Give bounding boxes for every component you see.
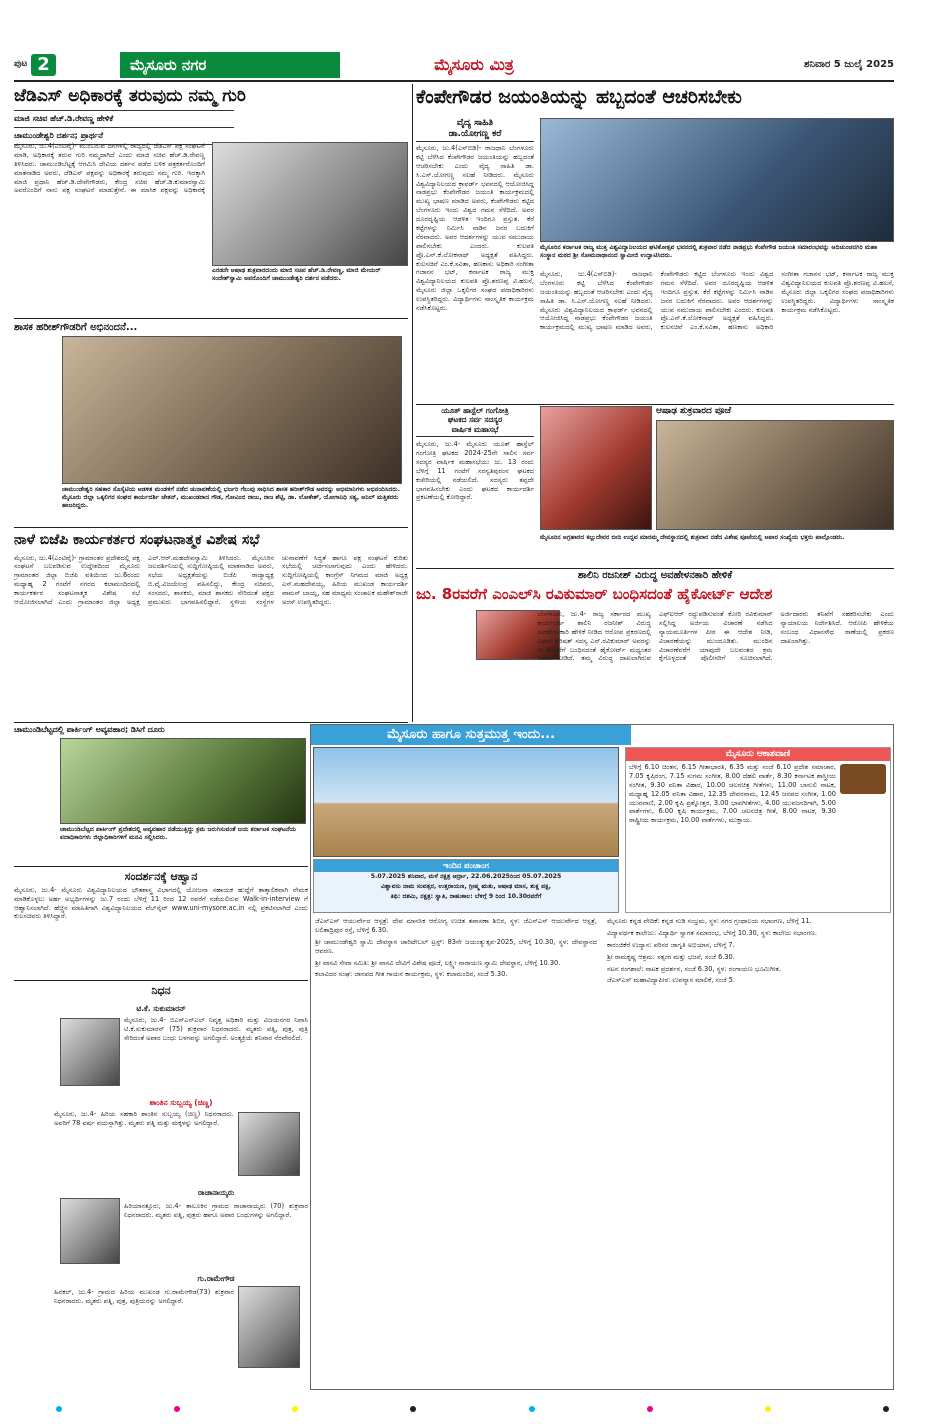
registration-dot bbox=[765, 1406, 771, 1412]
story-parking bbox=[14, 724, 308, 864]
panchanga-box bbox=[313, 859, 619, 913]
divider bbox=[416, 404, 894, 405]
news-photo bbox=[540, 406, 652, 530]
color-registration-marks bbox=[0, 1406, 945, 1414]
event-item: ಮೈಸೂರು ಕನ್ನಡ ವೇದಿಕೆ: ಕನ್ನಡ ನುಡಿ ಸಂಭ್ರಮ, ಸ್ಥಳ: ನಗರ ಗ್ರಂಥಾಲಯ ಸಭಾಂಗಣ, ಬೆಳಿಗ್ಗೆ 11. bbox=[607, 917, 812, 925]
panchanga-line: 5.07.2025 ಶನಿವಾರ, ಮಳೆ ನಕ್ಷತ್ರ ಆರ್ದ್ರಾ, 22.06.2025ರಿಂದ 05.07.2025 bbox=[370, 873, 562, 880]
article-body: ಮೈಸೂರು, ಜು.4(ಎಂಟಿವೈ)- ಮುಂಬರುವ ದಿನಗಳಲ್ಲಿ ರಾಜ್ಯದಲ್ಲಿ ಜೆಡಿಎಸ್ ಪಕ್ಷ ಸಂಘಟನೆ ಮಾಡಿ, ಅಧಿಕಾರಕ್ಕೆ ತರುವ ಗುರಿ ನಮ್ಮದಾಗಿದೆ ಎಂದು ಮಾಜಿ ಸಚಿವ ಹೆಚ್.ಡಿ.ರೇವಣ್ಣ ತಿಳಿಸಿದರು. ಚಾಮುಂಡಿಬೆಟ್ಟಕ್ಕೆ ಆಗಮಿಸಿ ದೇವಿಯ ದರ್ಶನ ಪಡೆದ ಬಳಿಕ ಪತ್ರಕರ್ತರೊಂದಿಗೆ ಮಾತನಾಡಿದ ಅವರು, ಜೆಡಿಎಸ್ ಪಕ್ಷವನ್ನು ಅಧಿಕಾರಕ್ಕೆ ತರುವುದು ನಮ್ಮ ಗುರಿ. ಇದಕ್ಕಾಗಿ ಮಾಜಿ ಪ್ರಧಾನಿ ಹೆಚ್.ಡಿ.ದೇವೇಗೌಡರು, ಕೇಂದ್ರ ಸಚಿವ ಹೆಚ್.ಡಿ.ಕುಮಾರಸ್ವಾಮಿ ಅವರೊಂದಿಗೆ ನಾನು ಪಕ್ಷ ಸಂಘಟನೆ ಮಾಡುತ್ತೇನೆ. ಈ ಮಾಸಿಕ ಪಕ್ಷವನ್ನು ಅಧಿಕಾರಕ್ಕೆ bbox=[14, 142, 205, 195]
obituary-text: ಹಿನಕಲ್, ಜು.4- ಗ್ರಾಮದ ಹಿರಿಯ ಮುಖಂಡ ಗು.ರಾಮೇಗೌಡ(73) ಶುಕ್ರವಾರ ನಿಧನರಾದರು. ಮೃತರು ಪತ್ನಿ, ಪುತ್ರ, ಪುತ್ರಿಯರನ್ನು ಅಗಲಿದ್ದಾರೆ. bbox=[54, 1288, 234, 1305]
section-name: ಮೈಸೂರು ನಗರ bbox=[120, 52, 340, 78]
kicker: ವೈದ್ಯ ಸಾಹಿತಿ bbox=[456, 118, 494, 128]
story-ashada bbox=[540, 406, 894, 566]
photo-caption: ಚಾಮುಂಡಿಬೆಟ್ಟದ ಪಾರ್ಕಿಂಗ್ ಪ್ರದೇಶದಲ್ಲಿ ಅವ್ಯವಹಾರ ನಡೆಯುತ್ತಿದ್ದು ಕ್ರಮ ಜರುಗಿಸುವಂತೆ ಜಯ ಕರ್ನಾಟಕ ಸಂಘಟನೆಯ ಪದಾಧಿಕಾರಿಗಳು ಜಿಲ್ಲಾಧಿಕಾರಿಗಳಿಗೆ ಮನವಿ ಸಲ್ಲಿಸಿದರು. bbox=[60, 826, 297, 842]
story-bjp bbox=[14, 530, 408, 720]
headline: ಆಷಾಢ ಶುಕ್ರವಾರದ ಪೂಜೆ bbox=[656, 406, 732, 416]
kicker: ಡಾ.ಯೋಗಣ್ಣ ಕರೆ bbox=[448, 129, 502, 140]
events-list bbox=[315, 917, 889, 1387]
event-item: ವಿದ್ಯಾವರ್ಧಕ ಕಾಲೇಜು: ವಿದ್ಯಾರ್ಥಿ ಸ್ವಾಗತ ಸಮಾರಂಭ, ಬೆಳಿಗ್ಗೆ 10.30, ಸ್ಥಳ: ಕಾಲೇಜು ಸಭಾಂಗಣ. bbox=[607, 928, 817, 937]
registration-dot bbox=[529, 1406, 535, 1412]
headline: ಯೂತ್ ಹಾಸ್ಟೆಲ್ ಗಂಗೋತ್ರಿ bbox=[441, 406, 509, 415]
photo-caption: ಎರಡನೇ ಆಷಾಢ ಶುಕ್ರವಾರದಂದು ಮಾಜಿ ಸಚಿವ ಹೆಚ್.ಡಿ.ರೇವಣ್ಣ, ಮಾಜಿ ಮೇಯರ್ ಸಂದೇಶ್‌ಸ್ವಾಮಿ ಅವರೊಂದಿಗೆ ಚಾಮುಂಡೇಶ್ವರಿ ದರ್ಶನ ಪಡೆದರು. bbox=[212, 267, 408, 283]
headline: ನಿಧನ bbox=[151, 984, 171, 997]
registration-dot bbox=[174, 1406, 180, 1412]
obituary-photo bbox=[238, 1286, 300, 1368]
story-kempegowda bbox=[416, 84, 894, 404]
obituary-text: ಮೈಸೂರು, ಜು.4- ಹಿರಿಯ ಸಹಕಾರಿ ಶಾಂತಿನ ಸುಬ್ಬಯ್ಯ (ಚಿಣ್ಣ) ನಿಧನರಾದರು. ಅವರಿಗೆ 78 ವರ್ಷ ವಯಸ್ಸಾಗಿತ್ತು. ಮೃತರು ಪತ್ನಿ ಮತ್ತು ಮಕ್ಕಳನ್ನು ಅಗಲಿದ್ದಾರೆ. bbox=[54, 1110, 234, 1127]
bullet-point: ಚಾಮುಂಡೇಶ್ವರಿ ದರ್ಶನ; ಪ್ರಾರ್ಥನೆ bbox=[14, 131, 104, 141]
page-number: 2 bbox=[31, 54, 56, 77]
news-photo bbox=[62, 336, 402, 484]
news-photo bbox=[540, 118, 894, 242]
obituary-text: ಹಿರಿಯಾಸತ್ತೂರು, ಜು.4- ತಾಲೂಕಿನ ಗ್ರಾಮದ ರಾಚಾನಾಯ್ಕರು (70) ಶುಕ್ರವಾರ ನಿಧನರಾದರು. ಮೃತರು ಪತ್ನಿ, ಪುತ್ರರು ಹಾಗೂ ಅಪಾರ ಬಂಧುಗಳನ್ನು ಅಗಲಿದ್ದಾರೆ. bbox=[124, 1202, 308, 1219]
issue-date: ಶನಿವಾರ 5 ಜುಲೈ 2025 bbox=[804, 59, 894, 70]
radio-box bbox=[625, 747, 891, 913]
headline: ಕೆಂಪೇಗೌಡರ ಜಯಂತಿಯನ್ನು ಹಬ್ಬದಂತೆ ಆಚರಿಸಬೇಕು bbox=[416, 86, 742, 108]
kicker: ಶಾಲಿನಿ ರಜನೀಶ್ ವಿರುದ್ಧ ಅವಹೇಳನಕಾರಿ ಹೇಳಿಕೆ bbox=[577, 570, 733, 581]
photo-caption: ಮೈಸೂರಿನ ಕರ್ನಾಟಕ ರಾಜ್ಯ ಮುಕ್ತ ವಿಶ್ವವಿದ್ಯಾನಿಲಯದ ಘಟಿಕೋತ್ಸವ ಭವನದಲ್ಲಿ ಶುಕ್ರವಾರ ನಡೆದ ನಾಡಪ್ರಭು ಕೆಂಪೇಗೌಡ ಜಯಂತಿ ಸಮಾರಂಭವನ್ನು ಆದಿಚುಂಚನಗಿರಿ ಮಹಾ ಸಂಸ್ಥಾನ ಮಠದ ಶ್ರೀ ಸೋಮನಾಥಾನಂದ ಸ್ವಾಮೀಜಿ ಉದ್ಘಾಟಿಸಿದರು. bbox=[540, 244, 878, 260]
story-jds bbox=[14, 84, 408, 318]
today-banner: ಮೈಸೂರು ಹಾಗೂ ಸುತ್ತಮುತ್ತ ಇಂದು... bbox=[311, 725, 631, 745]
page-number-box bbox=[14, 52, 114, 78]
headline: ನಾಳೆ ಬಿಜೆಪಿ ಕಾರ್ಯಕರ್ತರ ಸಂಘಟನಾತ್ಮಕ ವಿಶೇಷ ಸಭೆ bbox=[14, 532, 260, 548]
event-item: ಕಾರಂಜಿಕೆರೆ ಉದ್ಯಾನ: ಪರಿಸರ ಜಾಗೃತಿ ಅಭಿಯಾನ, ಬೆಳಿಗ್ಗೆ 7. bbox=[607, 940, 735, 949]
radio-icon bbox=[840, 764, 886, 794]
obituary-name: ಗು.ರಾಮೇಗೌಡ bbox=[197, 1274, 235, 1283]
registration-dot bbox=[56, 1406, 62, 1412]
story-harish bbox=[14, 320, 408, 525]
obituary-photo bbox=[238, 1112, 300, 1176]
divider bbox=[14, 980, 308, 981]
divider bbox=[416, 568, 894, 569]
article-body: ಮೈಸೂರು, ಜು.4- ಮೈಸೂರು ವಿಶ್ವವಿದ್ಯಾನಿಲಯದ ಭೌತಶಾಸ್ತ್ರ ವಿಭಾಗದಲ್ಲಿ ಯೋಜನಾ ಸಹಾಯಕ ಹುದ್ದೆಗೆ ತಾತ್ಕಾಲಿಕವಾಗಿ ನೇಮಕ ಮಾಡಿಕೊಳ್ಳಲು ಅರ್ಹ ಅಭ್ಯರ್ಥಿಗಳನ್ನು ಜು.7 ರಂದು ಬೆಳಿಗ್ಗೆ 11 ರಿಂದ 12 ರವರೆಗೆ ನಡೆಯಲಿರುವ Walk-in-interview ಗೆ ಆಹ್ವಾನಿಸಲಾಗಿದೆ. ಹೆಚ್ಚಿನ ಮಾಹಿತಿಗಾಗಿ ವಿಶ್ವವಿದ್ಯಾನಿಲಯದ ವೆಬ್‌ಸೈಟ್ www.uni-mysore.ac.in ನಲ್ಲಿ ಪ್ರಕಟಿಸಲಾಗಿದೆ ಎಂದು ಕುಲಸಚಿವರು ತಿಳಿಸಿದ್ದಾರೆ. bbox=[14, 885, 308, 921]
headline: ಘಟಕದ ಸರ್ವ ಸದಸ್ಯರ bbox=[447, 415, 503, 425]
divider bbox=[14, 866, 308, 867]
event-item: ಶ್ರೀ ರಾಮಕೃಷ್ಣ ಆಶ್ರಮ: ಸತ್ಸಂಗ ಮತ್ತು ಭಜನೆ, ಸಂಜೆ 6.30. bbox=[607, 952, 735, 961]
obituary-section bbox=[14, 982, 308, 1390]
divider bbox=[14, 318, 408, 319]
obituary-text: ಮೈಸೂರು, ಜು.4- ಬಿಎಸ್ಎನ್ಎಲ್ ನಿವೃತ್ತ ಅಧಿಕಾರಿ ಮತ್ತು ವಿಜಯನಗರ ನಿವಾಸಿ ಟಿ.ಕೆ.ಸುಕುಮಾರನ್ (75) ಶುಕ್ರವಾರ ನಿಧನರಾದರು. ಮೃತರು ಪತ್ನಿ, ಪುತ್ರ, ಪುತ್ರಿ ಸೇರಿದಂತೆ ಅಪಾರ ಬಂಧು ಬಳಗವನ್ನು ಅಗಲಿದ್ದಾರೆ. ಅಂತ್ಯಕ್ರಿಯೆ ಶನಿವಾರ ನೆರವೇರಲಿದೆ. bbox=[124, 1016, 308, 1042]
registration-dot bbox=[410, 1406, 416, 1412]
event-item: ಜೆಎಸ್ಎಸ್ ಆಯುರ್ವೇದ ಆಸ್ಪತ್ರೆ: ದೇವ ಮಾನಸಿಕ ಆರೋಗ್ಯ ಉಚಿತ ತಪಾಸಣಾ ಶಿಬಿರ, ಸ್ಥಳ: ಜೆಎಸ್ಎಸ್ ಆಯುರ್ವೇದ ಆಸ್ಪತ್ರೆ, ಲಲಿತಾದ್ರಿಪುರ ರಸ್ತೆ, ಬೆಳಿಗ್ಗೆ 6.30. bbox=[315, 917, 597, 934]
divider bbox=[14, 722, 408, 723]
mysore-palace-image bbox=[313, 747, 619, 857]
headline: ಚಾಮುಂಡಿಬೆಟ್ಟದಲ್ಲಿ ಪಾರ್ಕಿಂಗ್ ಅವ್ಯವಹಾರ; ಡಿಸಿಗೆ ದೂರು bbox=[14, 725, 165, 734]
radio-schedule: ಬೆಳಿಗ್ಗೆ 6.10 ಚಿಂತನ, 6.15 ಗೀತಾಭಾರತಿ, 6.35 ಮತ್ತು ಸಂಜೆ 6.10 ಪ್ರದೇಶ ಸಮಾಚಾರ, 7.05 ಕೃಷಿರಂಗ, 7.15 ಸುಗಮ ಸಂಗೀತ, 8.00 ದೆಹಲಿ ವಾರ್ತೆ, 8.30 ಕರ್ನಾಟಕ ಶಾಸ್ತ್ರೀಯ ಸಂಗೀತ, 9.30 ವನಿತಾ ವಿಹಾರ, 10.00 ಚಲನಚಿತ್ರ ಗೀತೆಗಳು, 11.00 ಬಾನುಲಿ ನಾಟಕ, ಮಧ್ಯಾಹ್ನ 12.05 ವನಿತಾ ವಿಹಾರ, 12.35 ದೇವರನಾಮ, 12.45 ಜನಪದ ಸಂಗೀತ, 1.00 ಯುವವಾಣಿ, 2.00 ಕೃಷಿ ಪ್ರಶ್ನೋತ್ತರ, 3.00 ಭಾವಗೀತೆಗಳು, 4.00 ಯುವಜನರಿಗಾಗಿ, 5.00 ವಾರ್ತೆಗಳು, 6.00 ಕೃಷಿ ಕಾರ್ಯಕ್ರಮ, 7.00 ಚಲನಚಿತ್ರ ಗೀತೆ, 8.00 ನಾಟಕ, 9.30 ರಾಷ್ಟ್ರೀಯ ಕಾರ್ಯಕ್ರಮ, 10.00 ವಾರ್ತೆಗಳು, ಮುಕ್ತಾಯ. bbox=[629, 763, 836, 825]
article-body: ಮೈಸೂರು, ಜು.4(ಎಂಟಿವೈ)- ಗ್ರಾಮಾಂತರ ಪ್ರದೇಶದಲ್ಲಿ ಪಕ್ಷ ಸಂಘಟನೆ ಬಲಪಡಿಸುವ ಉದ್ದೇಶದಿಂದ ಮೈಸೂರು ಗ್ರಾಮಾಂತರ ಜಿಲ್ಲಾ ಬಿಜೆಪಿ ವತಿಯಿಂದ ಜು.6ರಂದು ಮಧ್ಯಾಹ್ನ 2 ಗಂಟೆಗೆ ನಗರದ ಕಲಾಮಂದಿರದಲ್ಲಿ ಕಾರ್ಯಕರ್ತರ ಸಂಘಟನಾತ್ಮಕ ವಿಶೇಷ ಸಭೆ ಆಯೋಜಿಸಲಾಗಿದೆ ಎಂದು ಗ್ರಾಮಾಂತರ ಜಿಲ್ಲಾ ಅಧ್ಯಕ್ಷ ಎಲ್.ಆರ್.ಮಹದೇವಸ್ವಾಮಿ ತಿಳಿಸಿದರು. ಮೈಸೂರಿನ ಜಲದರ್ಶಿನಿಯಲ್ಲಿ ಸುದ್ದಿಗೋಷ್ಠಿಯಲ್ಲಿ ಮಾತನಾಡಿದ ಅವರು, ಸಭೆಯ ಅಧ್ಯಕ್ಷತೆಯನ್ನು ಬಿಜೆಪಿ ರಾಜ್ಯಾಧ್ಯಕ್ಷ ಬಿ.ವೈ.ವಿಜಯೇಂದ್ರ ವಹಿಸಲಿದ್ದು, ಕೇಂದ್ರ ಸಚಿವರು, ಸಂಸದರು, ಶಾಸಕರು, ಮಾಜಿ ಶಾಸಕರು ಸೇರಿದಂತೆ ಪಕ್ಷದ ಪ್ರಮುಖರು ಭಾಗವಹಿಸಲಿದ್ದಾರೆ. ಸ್ಥಳೀಯ ಸಂಸ್ಥೆಗಳ ಚುನಾವಣೆಗೆ ಸಿದ್ಧತೆ ಹಾಗೂ ಪಕ್ಷ ಸಂಘಟನೆ ಕುರಿತು ಸಭೆಯಲ್ಲಿ ಚರ್ಚಿಸಲಾಗುವುದು ಎಂದು ಹೇಳಿದರು. ಸುದ್ದಿಗೋಷ್ಠಿಯಲ್ಲಿ ಕಾಂಗ್ರೆಸ್ ನಿಗಮದ ಮಾಜಿ ಅಧ್ಯಕ್ಷ ಎಸ್.ಮಹದೇವಯ್ಯ, ಹಿರಿಯ ಮುಖಂಡ ಕಾರ್ಯದರ್ಶಿ ವಾಮನ್ ಬಾಯ್ಲ, ಸಹ ಮಾಧ್ಯಮ ಸಂಚಾಲಕ ಮಹೇಶ್‌ರಾಜೇ ಅರಸ್ ಉಪಸ್ಥಿತರಿದ್ದರು. bbox=[14, 553, 408, 606]
event-item: ನಟನ ರಂಗಶಾಲೆ: ನಾಟಕ ಪ್ರದರ್ಶನ, ಸಂಜೆ 6.30, ಸ್ಥಳ: ರಂಗಾಯಣ ಭೂಮಿಗೀತ. bbox=[607, 964, 781, 973]
masthead bbox=[14, 52, 894, 78]
brand-logo: ಮೈಸೂರು ಮಿತ್ರ bbox=[434, 55, 514, 74]
news-photo bbox=[656, 420, 894, 530]
photo-caption: ಚಾಮುಂಡೇಶ್ವರಿ ಸಹಕಾರ ಸೊಸೈಟಿಯ ಆಡಳಿತ ಮಂಡಳಿಗೆ ನಡೆದ ಚುನಾವಣೆಯಲ್ಲಿ ಭರ್ಜರಿ ಗೆಲುವು ಸಾಧಿಸಿದ ಶಾಸಕ ಹರೀಶ್‌ಗೌಡ ಅವರನ್ನು ಅಭಿಮಾನಿಗಳು ಅಭಿನಂದಿಸಿದರು. ಮೈಸೂರು ಜಿಲ್ಲಾ ಒಕ್ಕಲಿಗರ ಸಂಘದ ಕಾರ್ಯದರ್ಶಿ ಚೇತನ್, ಮುಖಂಡರಾದ ಗೌಡ, ಗೋವಿಂದ ರಾಜು, ರಾಜ ಶೆಟ್ಟಿ, ಡಾ. ಲೋಕೇಶ್, ಯೋಗಾನಿಧಿ ಸತ್ಯ, ಅನಿಲ್ ಮತ್ತಿತರರು ಹಾಜರಿದ್ದರು. bbox=[62, 486, 400, 510]
news-photo bbox=[60, 738, 306, 824]
news-photo bbox=[212, 142, 408, 266]
article-body-continued: ಮೈಸೂರು, ಜು.4(ಎಸ್‌ಬಿಡಿ)- ರಾಜಧಾನಿ ಬೆಂಗಳೂರು ಕಟ್ಟಿ ಬೆಳೆಸಿದ ಕೆಂಪೇಗೌಡರ ಜಯಂತಿಯನ್ನು ಹಬ್ಬದಂತೆ ಆಚರಿಸಬೇಕು ಎಂದು ವೈದ್ಯ ಸಾಹಿತಿ ಡಾ. ಸಿ.ಎಸ್.ಯೋಗಣ್ಣ ಸಲಹೆ ನೀಡಿದರು. ಮೈಸೂರು ವಿಶ್ವವಿದ್ಯಾನಿಲಯದ ಕ್ರಾಫರ್ಡ್ ಭವನದಲ್ಲಿ ಆಯೋಜಿಸಿದ್ದ ನಾಡಪ್ರಭು ಕೆಂಪೇಗೌಡರ ಜಯಂತಿ ಕಾರ್ಯಕ್ರಮದಲ್ಲಿ ಮುಖ್ಯ ಭಾಷಣ ಮಾಡಿದ ಅವರು, ಕೆಂಪೇಗೌಡರು ಕಟ್ಟಿದ ಬೆಂಗಳೂರು ಇಂದು ವಿಶ್ವದ ಗಮನ ಸೆಳೆದಿದೆ. ಅವರ ದೂರದೃಷ್ಟಿಯ ಆಡಳಿತ ಇಂದಿಗೂ ಪ್ರಸ್ತುತ. ಕೆರೆ ಕಟ್ಟೆಗಳನ್ನು ನಿರ್ಮಿಸಿ ನಾಡಿನ ಜನರ ಬದುಕಿಗೆ ನೆರವಾದರು. ಅವರ ಆದರ್ಶಗಳನ್ನು ಯುವ ಸಮುದಾಯ ಪಾಲಿಸಬೇಕು ಎಂದರು. ಕುಲಪತಿ ಪ್ರೊ.ಎನ್.ಕೆ.ಲೋಕನಾಥ್ ಅಧ್ಯಕ್ಷತೆ ವಹಿಸಿದ್ದರು. ಕುಲಸಚಿವೆ ಎಂ.ಕೆ.ಸವಿತಾ, ಹಣಕಾಸು ಅಧಿಕಾರಿ ಸಂಗೀತಾ ಗಜಾನನ ಭಟ್, ಕರ್ನಾಟಕ ರಾಜ್ಯ ಮುಕ್ತ ವಿಶ್ವವಿದ್ಯಾನಿಲಯದ ಕುಲಪತಿ ಪ್ರೊ.ಶರಣಪ್ಪ ವಿ.ಹಲಸೆ, ಮೈಸೂರು ಜಿಲ್ಲಾ ಒಕ್ಕಲಿಗರ ಸಂಘದ ಪದಾಧಿಕಾರಿಗಳು ಉಪಸ್ಥಿತರಿದ್ದರು. ವಿದ್ಯಾರ್ಥಿಗಳು ಸಾಂಸ್ಕೃತಿಕ ಕಾರ್ಯಕ್ರಮ ನಡೆಸಿಕೊಟ್ಟರು. bbox=[540, 270, 894, 332]
registration-dot bbox=[647, 1406, 653, 1412]
headline: ಜು. 8ರವರೆಗೆ ಎಂಎಲ್‌ಸಿ ರವಿಕುಮಾರ್ ಬಂಧಿಸದಂತೆ ಹೈಕೋರ್ಟ್ ಆದೇಶ bbox=[416, 584, 773, 603]
obituary-name: ಶಾಂತಿನ ಸುಬ್ಬಯ್ಯ (ಚಿಣ್ಣ) bbox=[149, 1098, 213, 1107]
panchanga-line: ವಿಶ್ವಾವಸು ನಾಮ ಸಂವತ್ಸರ, ಉತ್ತರಾಯಣ, ಗ್ರೀಷ್ಮ ಋತು, ಆಷಾಢ ಮಾಸ, ಶುಕ್ಲ ಪಕ್ಷ, bbox=[381, 883, 551, 891]
story-interview bbox=[14, 868, 308, 978]
obituary-photo bbox=[60, 1018, 120, 1086]
event-item: ಶ್ರೀ ಚಾಮುಂಡೇಶ್ವರಿ ಸ್ವಾಮಿ ದೇವಸ್ಥಾನ ಚಾರಿಟೇಬಲ್ ಟ್ರಸ್ಟ್: 83ನೇ ಜಯಂತ್ಯುತ್ಸವ-2025, ಬೆಳಿಗ್ಗೆ 10.30, ಸ್ಥಳ: ದೇವಸ್ಥಾನದ ಆವರಣ. bbox=[315, 937, 597, 955]
obituary-name: ಟಿ.ಕೆ. ಸುಕುಮಾರನ್ bbox=[136, 1003, 186, 1013]
headline: ಜೆಡಿಎಸ್ ಅಧಿಕಾರಕ್ಕೆ ತರುವುದು ನಮ್ಮ ಗುರಿ bbox=[14, 86, 246, 106]
obituary-photo bbox=[60, 1198, 120, 1264]
radio-title: ಮೈಸೂರು ಆಕಾಶವಾಣಿ bbox=[626, 748, 890, 761]
divider bbox=[14, 527, 408, 528]
event-item: ಶ್ರೀ ವಾಸವಿ ಸೇವಾ ಸಮಿತಿ: ಶ್ರೀ ವಾಸವಿ ದೇವಿಗೆ ವಿಶೇಷ ಪೂಜೆ, ಲಕ್ಷ್ಮೀ ನಾರಾಯಣ ಸ್ವಾಮಿ ದೇವಸ್ಥಾನ, ಬೆಳಿಗ್ಗೆ 10.30. bbox=[315, 958, 561, 967]
headline: ಸಂದರ್ಶನಕ್ಕೆ ಆಹ್ವಾನ bbox=[124, 870, 198, 883]
column-rule bbox=[412, 84, 413, 722]
bullet-point: ಮಾಜಿ ಸಚಿವ ಹೆಚ್.ಡಿ.ರೇವಣ್ಣ ಹೇಳಿಕೆ bbox=[14, 114, 114, 124]
photo-caption: ಮೈಸೂರಿನ ಅಗ್ರಹಾರದ ಕಲ್ಲುದೇವರ ಬೀದಿ ಉದ್ಭವ ಮಾರಮ್ಮ ದೇವಸ್ಥಾನದಲ್ಲಿ ಶುಕ್ರವಾರ ನಡೆದ ವಿಶೇಷ ಪೂಜೆಯಲ್ಲಿ ಅಪಾರ ಸಂಖ್ಯೆಯ ಭಕ್ತರು ಪಾಲ್ಗೊಂಡರು. bbox=[540, 534, 845, 541]
article-body: ಮೈಸೂರು, ಜು.4- ಮೈಸೂರು ಯೂತ್ ಹಾಸ್ಟೆಲ್ ಗಂಗೋತ್ರಿ ಘಟಕದ 2024-25ನೇ ಸಾಲಿನ ಸರ್ವ ಸದಸ್ಯರ ವಾರ್ಷಿಕ ಮಹಾಸಭೆಯು ಜು. 13 ರಂದು ಬೆಳಿಗ್ಗೆ 11 ಗಂಟೆಗೆ ಸರಸ್ವತಿಪುರಂನ ಘಟಕದ ಕಚೇರಿಯಲ್ಲಿ ನಡೆಯಲಿದೆ. ಸದಸ್ಯರು ತಪ್ಪದೇ ಭಾಗವಹಿಸಬೇಕು ಎಂದು ಘಟಕದ ಕಾರ್ಯದರ್ಶಿ ಪ್ರಕಟಣೆಯಲ್ಲಿ ಕೋರಿದ್ದಾರೆ. bbox=[416, 440, 534, 502]
article-body: ಬೆಂಗಳೂರು, ಜು.4- ರಾಜ್ಯ ಸರ್ಕಾರದ ಮುಖ್ಯ ಕಾರ್ಯದರ್ಶಿ ಶಾಲಿನಿ ರಜನೀಶ್ ವಿರುದ್ಧ ಅವಹೇಳನಕಾರಿ ಹೇಳಿಕೆ ನೀಡಿದ ಆರೋಪ ಪ್ರಕರಣದಲ್ಲಿ ವಿಧಾನ ಪರಿಷತ್ ಸದಸ್ಯ ಎನ್.ರವಿಕುಮಾರ್ ಅವರನ್ನು ಜು.8ರವರೆಗೆ ಬಂಧಿಸದಂತೆ ಹೈಕೋರ್ಟ್ ಮಧ್ಯಂತರ ಆದೇಶ ನೀಡಿದೆ. ತಮ್ಮ ವಿರುದ್ಧ ದಾಖಲಾಗಿರುವ ಎಫ್‌ಐಆರ್ ರದ್ದುಪಡಿಸುವಂತೆ ಕೋರಿ ರವಿಕುಮಾರ್ ಸಲ್ಲಿಸಿದ್ದ ಅರ್ಜಿಯ ವಿಚಾರಣೆ ನಡೆಸಿದ ನ್ಯಾಯಮೂರ್ತಿಗಳ ಪೀಠ ಈ ಆದೇಶ ನೀಡಿ, ವಿಚಾರಣೆಯನ್ನು ಮುಂದೂಡಿತು. ಮುಂದಿನ ವಿಚಾರಣೆವರೆಗೆ ಯಾವುದೇ ಬಲವಂತದ ಕ್ರಮ ಕೈಗೊಳ್ಳದಂತೆ ಪೊಲೀಸರಿಗೆ ಸೂಚಿಸಲಾಗಿದೆ. ಅರ್ಜಿದಾರರು ತನಿಖೆಗೆ ಸಹಕರಿಸಬೇಕು ಎಂದು ನ್ಯಾಯಾಲಯ ನಿರ್ದೇಶಿಸಿದೆ. ಆರೋಪಿ ಹೇಳಿಕೆಯ ಸಂಬಂಧ ವಿಧಾನಸೌಧ ಠಾಣೆಯಲ್ಲಿ ಪ್ರಕರಣ ದಾಖಲಾಗಿತ್ತು. bbox=[537, 610, 894, 663]
event-item: ಜೆಎಸ್ಎಸ್ ಮಹಾವಿದ್ಯಾಪೀಠ: ಉಪನ್ಯಾಸ ಮಾಲಿಕೆ, ಸಂಜೆ 5. bbox=[607, 976, 735, 985]
masthead-rule bbox=[14, 80, 894, 82]
today-section bbox=[310, 724, 894, 1390]
panchanga-title: ಇಂದಿನ ಪಂಚಾಂಗ bbox=[314, 860, 618, 872]
obituary-name: ರಾಚಾನಾಯ್ಕರು bbox=[197, 1188, 235, 1197]
registration-dot bbox=[883, 1406, 889, 1412]
page-label: ಪುಟ bbox=[14, 59, 28, 70]
headline: ಶಾಸಕ ಹರೀಶ್‌ಗೌಡರಿಗೆ ಅಭಿನಂದನೆ... bbox=[14, 322, 138, 333]
article-body: ಮೈಸೂರು, ಜು.4(ಎಸ್‌ಬಿಡಿ)- ರಾಜಧಾನಿ ಬೆಂಗಳೂರು ಕಟ್ಟಿ ಬೆಳೆಸಿದ ಕೆಂಪೇಗೌಡರ ಜಯಂತಿಯನ್ನು ಹಬ್ಬದಂತೆ ಆಚರಿಸಬೇಕು ಎಂದು ವೈದ್ಯ ಸಾಹಿತಿ ಡಾ. ಸಿ.ಎಸ್.ಯೋಗಣ್ಣ ಸಲಹೆ ನೀಡಿದರು. ಮೈಸೂರು ವಿಶ್ವವಿದ್ಯಾನಿಲಯದ ಕ್ರಾಫರ್ಡ್ ಭವನದಲ್ಲಿ ಆಯೋಜಿಸಿದ್ದ ನಾಡಪ್ರಭು ಕೆಂಪೇಗೌಡರ ಜಯಂತಿ ಕಾರ್ಯಕ್ರಮದಲ್ಲಿ ಮುಖ್ಯ ಭಾಷಣ ಮಾಡಿದ ಅವರು, ಕೆಂಪೇಗೌಡರು ಕಟ್ಟಿದ ಬೆಂಗಳೂರು ಇಂದು ವಿಶ್ವದ ಗಮನ ಸೆಳೆದಿದೆ. ಅವರ ದೂರದೃಷ್ಟಿಯ ಆಡಳಿತ ಇಂದಿಗೂ ಪ್ರಸ್ತುತ. ಕೆರೆ ಕಟ್ಟೆಗಳನ್ನು ನಿರ್ಮಿಸಿ ನಾಡಿನ ಜನರ ಬದುಕಿಗೆ ನೆರವಾದರು. ಅವರ ಆದರ್ಶಗಳನ್ನು ಯುವ ಸಮುದಾಯ ಪಾಲಿಸಬೇಕು ಎಂದರು. ಕುಲಪತಿ ಪ್ರೊ.ಎನ್.ಕೆ.ಲೋಕನಾಥ್ ಅಧ್ಯಕ್ಷತೆ ವಹಿಸಿದ್ದರು. ಕುಲಸಚಿವೆ ಎಂ.ಕೆ.ಸವಿತಾ, ಹಣಕಾಸು ಅಧಿಕಾರಿ ಸಂಗೀತಾ ಗಜಾನನ ಭಟ್, ಕರ್ನಾಟಕ ರಾಜ್ಯ ಮುಕ್ತ ವಿಶ್ವವಿದ್ಯಾನಿಲಯದ ಕುಲಪತಿ ಪ್ರೊ.ಶರಣಪ್ಪ ವಿ.ಹಲಸೆ, ಮೈಸೂರು ಜಿಲ್ಲಾ ಒಕ್ಕಲಿಗರ ಸಂಘದ ಪದಾಧಿಕಾರಿಗಳು ಉಪಸ್ಥಿತರಿದ್ದರು. ವಿದ್ಯಾರ್ಥಿಗಳು ಸಾಂಸ್ಕೃತಿಕ ಕಾರ್ಯಕ್ರಮ ನಡೆಸಿಕೊಟ್ಟರು. bbox=[416, 144, 534, 313]
story-youth-hostel bbox=[416, 406, 534, 566]
headline: ವಾರ್ಷಿಕ ಮಹಾಸಭೆ bbox=[416, 425, 534, 437]
story-court bbox=[416, 570, 894, 722]
panchanga-line: ತಿಥಿ: ದಶಮಿ, ನಕ್ಷತ್ರ: ಸ್ವಾತಿ, ರಾಹುಕಾಲ: ಬೆಳಿಗ್ಗೆ 9 ರಿಂದ 10.30ರವರೆಗೆ bbox=[390, 893, 542, 901]
registration-dot bbox=[292, 1406, 298, 1412]
event-item: ಕಲಾವಿದರ ಸಂಘ: ಜಾನಪದ ಗೀತ ಗಾಯನ ಕಾರ್ಯಕ್ರಮ, ಸ್ಥಳ: ಕಲಾಮಂದಿರ, ಸಂಜೆ 5.30. bbox=[315, 970, 508, 979]
